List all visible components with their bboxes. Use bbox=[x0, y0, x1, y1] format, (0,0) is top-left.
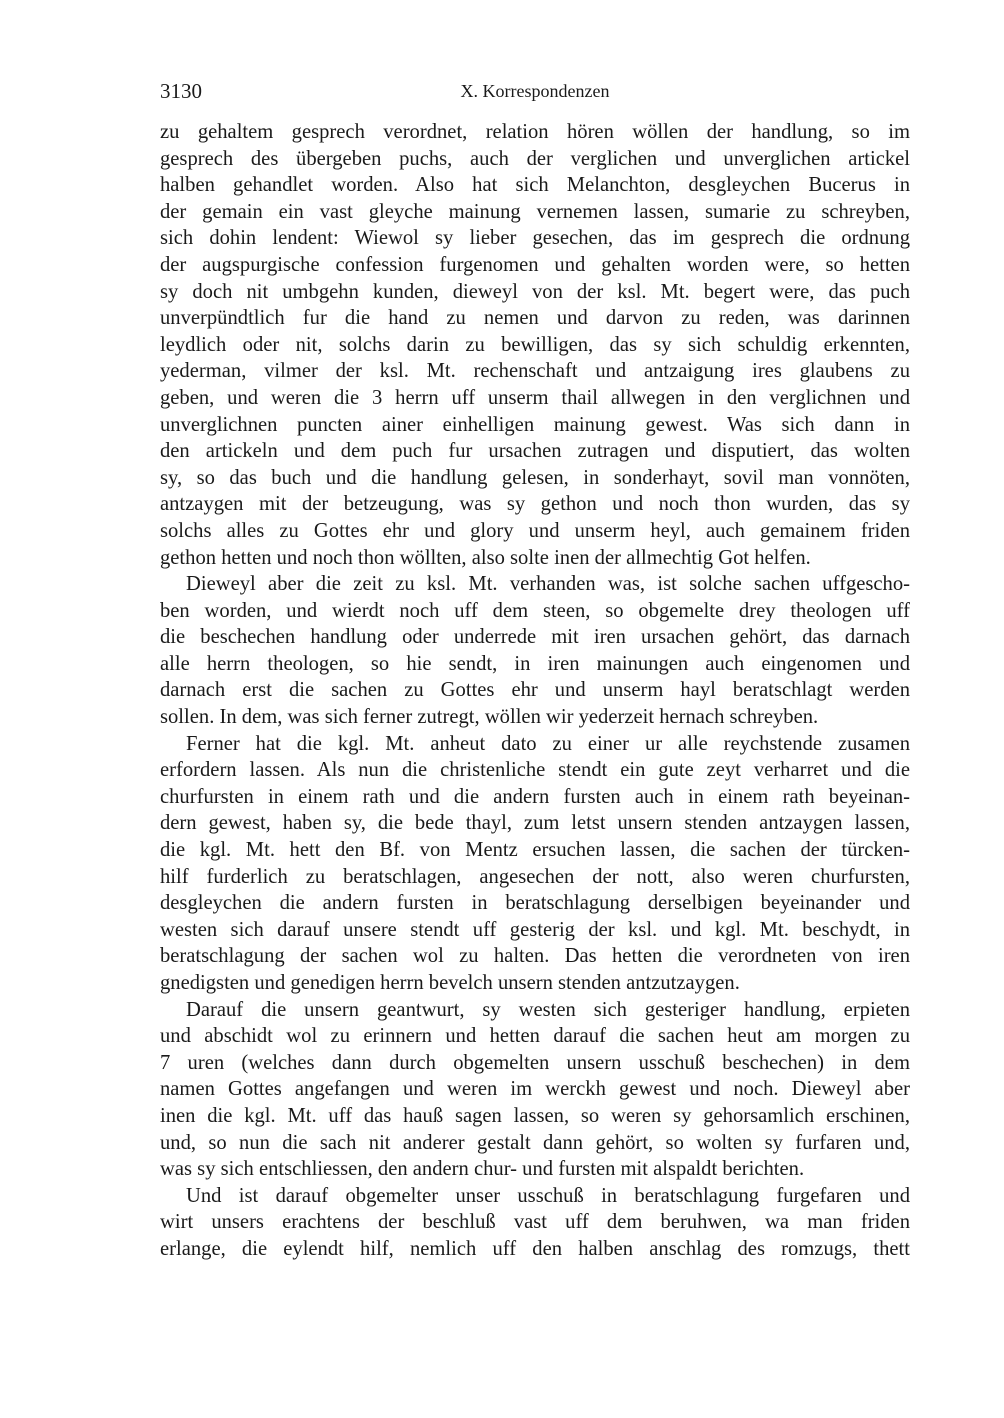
paragraph bbox=[160, 571, 910, 731]
text-line: dern gewest, haben sy, die bede thayl, zum letst unsern stenden antzaygen lassen, bbox=[160, 812, 910, 835]
text-line: leydlich oder nit, solchs darin zu bewilligen, das sy sich schuldig erkennten, bbox=[160, 333, 910, 356]
running-header bbox=[160, 79, 910, 107]
text-line: antzaygen mit der betzeugung, was sy gethon und noch thon wurden, das sy bbox=[160, 493, 910, 516]
text-line: gnedigsten und genedigen herrn bevelch unsern stenden antzutzaygen. bbox=[160, 972, 740, 994]
text-line: sich dohin lendent: Wiewol sy lieber gesechen, das im gesprech die ordnung bbox=[160, 227, 910, 250]
text-line: sy, so das buch und die handlung gelesen, in sonderhayt, sovil man vonnöten, bbox=[160, 466, 910, 489]
paragraph bbox=[160, 1183, 910, 1263]
text-line: inen die kgl. Mt. uff das hauß sagen lassen, so weren sy gehorsamlich erschinen, bbox=[160, 1104, 910, 1127]
text-line: desgleychen die andern fursten in beratschlagung derselbigen beyeinander und bbox=[160, 892, 910, 915]
text-line: wirt unsers erachtens der beschluß vast uff dem beruhwen, wa man friden bbox=[160, 1211, 910, 1234]
text-line: 7 uren (welches dann durch obgemelten unsern usschuß beschechen) in dem bbox=[160, 1051, 910, 1074]
text-line: gethon hetten und noch thon wöllten, also solte inen der allmechtig Got helfen. bbox=[160, 546, 811, 569]
text-line: darnach erst die sachen zu Gottes ehr und unserm hayl beratschlagt werden bbox=[160, 679, 910, 702]
page-number: 3130 bbox=[160, 79, 202, 103]
text-line: Ferner hat die kgl. Mt. anheut dato zu einer ur alle reychstende zusamen bbox=[186, 732, 910, 755]
text-line: unverglichnen puncten ainer einhelligen mainung gewest. Was sich dann in bbox=[160, 413, 910, 436]
text-line: halben gehandlet worden. Also hat sich Melanchton, desgleychen Bucerus in bbox=[160, 174, 910, 197]
text-line: was sy sich entschliessen, den andern chur- und fursten mit alspaldt berichten. bbox=[160, 1158, 805, 1181]
text-line: und abschidt wol zu erinnern und hetten darauf die sachen heut am morgen zu bbox=[160, 1025, 910, 1048]
body-text bbox=[160, 119, 910, 1263]
paragraph bbox=[160, 997, 910, 1183]
text-line: den artickeln und dem puch fur ursachen zutragen und disputiert, das wolten bbox=[160, 440, 910, 463]
text-line: namen Gottes angefangen und weren im werckh gewest und noch. Dieweyl aber bbox=[160, 1078, 910, 1101]
text-line: geben, und weren die 3 herrn uff unserm thail allwegen in den verglichnen und bbox=[160, 386, 910, 409]
text-line: erfordern lassen. Als nun die christenliche stendt ein gute zeyt verharret und die bbox=[160, 759, 910, 782]
text-line: beratschlagung der sachen wol zu halten. Das hetten die verordneten von iren bbox=[160, 945, 910, 968]
text-line: sy doch nit umbgehn kunden, dieweyl von der ksl. Mt. begert were, das puch bbox=[160, 280, 910, 303]
text-line: westen sich darauf unsere stendt uff gesterig der ksl. und kgl. Mt. beschydt, in bbox=[160, 918, 910, 941]
text-line: Und ist darauf obgemelter unser usschuß in beratschlagung furgefaren und bbox=[186, 1184, 910, 1207]
text-line: alle herrn theologen, so hie sendt, in iren mainungen auch eingenomen und bbox=[160, 652, 910, 675]
text-line: Dieweyl aber die zeit zu ksl. Mt. verhanden was, ist solche sachen uffgescho- bbox=[186, 573, 910, 596]
text-line: erlange, die eylendt hilf, nemlich uff den halben anschlag des romzugs, thett bbox=[160, 1237, 910, 1260]
text-line: yederman, vilmer der ksl. Mt. rechenschaft und antzaigung ires glaubens zu bbox=[160, 360, 910, 383]
text-line: die kgl. Mt. hett den Bf. von Mentz ersuchen lassen, die sachen der türcken- bbox=[160, 839, 910, 862]
text-line: unverpündtlich fur die hand zu nemen und darvon zu reden, was darinnen bbox=[160, 307, 910, 330]
text-line: und, so nun die sach nit anderer gestalt dann gehört, so wolten sy furfaren und, bbox=[160, 1131, 910, 1154]
text-line: die beschechen handlung oder underrede mit iren ursachen gehört, das darnach bbox=[160, 626, 910, 649]
running-title: X. Korrespondenzen bbox=[460, 81, 610, 101]
text-line: der gemain ein vast gleyche mainung vernemen lassen, sumarie zu schreyben, bbox=[160, 200, 910, 223]
text-line: ben worden, und wierdt noch uff dem steen, so obgemelte drey theologen uff bbox=[160, 599, 910, 622]
text-line: solchs alles zu Gottes ehr und glory und unserm heyl, auch gemainem friden bbox=[160, 519, 910, 542]
text-line: zu gehaltem gesprech verordnet, relation hören wöllen der handlung, so im bbox=[160, 121, 910, 143]
paragraph bbox=[160, 119, 910, 571]
text-line: churfursten in einem rath und die andern fursten auch in einem rath beyeinan- bbox=[160, 785, 910, 808]
paragraph bbox=[160, 731, 910, 997]
text-line: hilf furderlich zu beratschlagen, angesechen der nott, also weren churfursten, bbox=[160, 865, 910, 888]
text-line: gesprech des übergeben puchs, auch der verglichen und unverglichen artickel bbox=[160, 147, 910, 170]
text-line: sollen. In dem, was sich ferner zutregt, wöllen wir yederzeit hernach schreyben. bbox=[160, 706, 819, 729]
text-line: Darauf die unsern geantwurt, sy westen sich gesteriger handlung, erpieten bbox=[186, 998, 910, 1021]
text-line: der augspurgische confession furgenomen und gehalten worden were, so hetten bbox=[160, 253, 910, 276]
